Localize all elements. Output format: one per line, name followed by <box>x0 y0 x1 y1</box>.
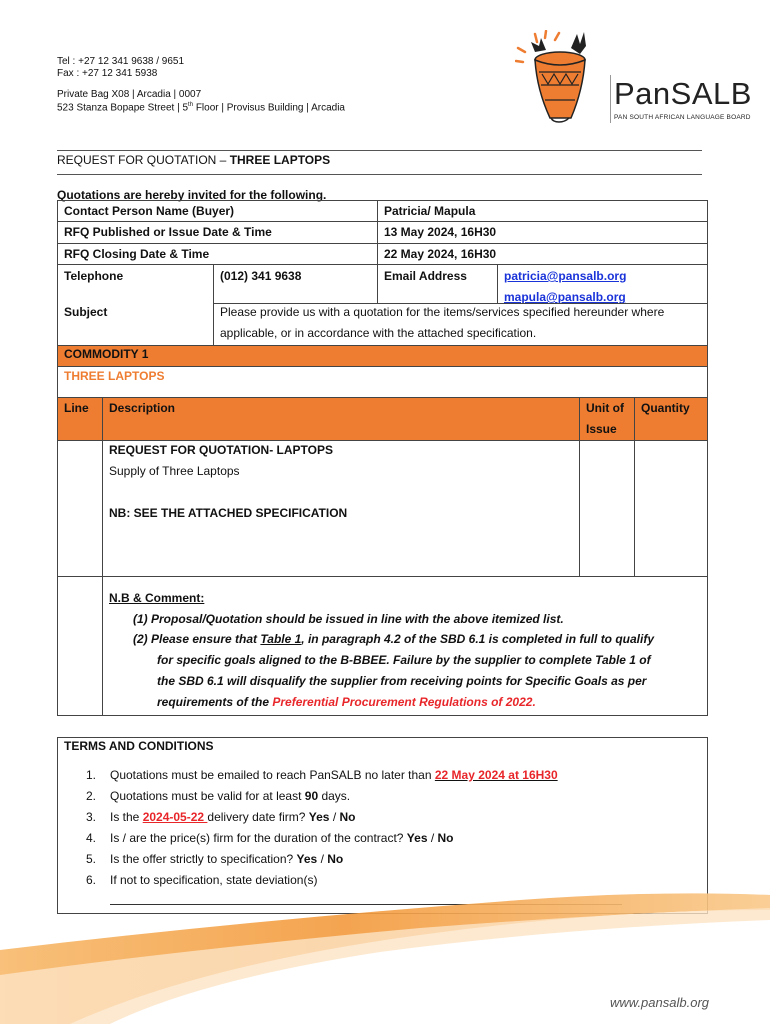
no-option: No <box>437 831 454 845</box>
term-2 <box>110 789 350 803</box>
logo-divider <box>610 75 611 123</box>
table-1-reference: Table 1 <box>260 632 302 646</box>
pansalb-logo <box>515 30 755 125</box>
yes-option: Yes <box>296 852 318 866</box>
page-title <box>57 153 330 167</box>
term-4-number: 4. <box>86 831 97 845</box>
col-unit-label-1: Unit of <box>586 401 624 415</box>
yes-option: Yes <box>406 831 428 845</box>
term-2-number: 2. <box>86 789 97 803</box>
logo-tagline: PAN SOUTH AFRICAN LANGUAGE BOARD <box>614 114 751 121</box>
term-text: Is the offer strictly to specification? <box>110 852 297 866</box>
item-note: NB: SEE THE ATTACHED SPECIFICATION <box>109 506 348 520</box>
closing-value: 22 May 2024, 16H30 <box>384 247 497 261</box>
header-address-1: Private Bag X08 | Arcadia | 0007 <box>57 89 202 100</box>
col-quantity-label: Quantity <box>641 401 690 415</box>
nb-heading: N.B & Comment: <box>109 591 205 605</box>
contact-value: Patricia/ Mapula <box>384 204 476 218</box>
yes-option: Yes <box>308 810 330 824</box>
item-title: REQUEST FOR QUOTATION- LAPTOPS <box>109 443 334 457</box>
address-part: Floor | Provisus Building | Arcadia <box>193 102 345 114</box>
term-1-number: 1. <box>86 768 97 782</box>
col-line-label: Line <box>64 401 89 415</box>
website-text: www.pansalb.org <box>610 995 709 1010</box>
subject-line-1: Please provide us with a quotation for the items/services specified hereunder where <box>220 305 665 319</box>
term-text: days. <box>318 789 351 803</box>
nb-text: , in paragraph 4.2 of the SBD 6.1 is completed in full to qualify <box>301 632 655 646</box>
closing-deadline: 22 May 2024 at 16H30 <box>434 768 558 782</box>
nb-item-2-line-1 <box>133 632 654 646</box>
logo-name: PanSALB <box>614 76 752 111</box>
header-address-2 <box>57 100 345 113</box>
item-line-cell <box>57 440 103 577</box>
term-6-number: 6. <box>86 873 97 887</box>
delivery-date: 2024-05-22 <box>142 810 208 824</box>
nb-text: (2) Please ensure that <box>133 632 261 646</box>
term-6: If not to specification, state deviation(s) <box>110 873 318 887</box>
item-unit-cell <box>579 440 635 577</box>
item-quantity-cell <box>634 440 708 577</box>
term-text: Quotations must be emailed to reach PanSALB no later than <box>110 768 435 782</box>
term-3-number: 3. <box>86 810 97 824</box>
nb-item-1: (1) Proposal/Quotation should be issued in line with the above itemized list. <box>133 612 564 626</box>
option-separator: / <box>329 810 340 824</box>
email-link-patricia[interactable]: patricia@pansalb.org <box>504 269 627 283</box>
term-text: delivery date firm? <box>207 810 309 824</box>
subject-label: Subject <box>64 305 108 319</box>
nb-item-2-line-4 <box>157 695 536 709</box>
header-tel: Tel : +27 12 341 9638 / 9651 <box>57 56 185 67</box>
regulations-reference: Preferential Procurement Regulations of 2022. <box>272 695 536 709</box>
nb-line-cell <box>57 576 103 716</box>
no-option: No <box>339 810 356 824</box>
closing-label: RFQ Closing Date & Time <box>64 247 210 261</box>
term-5-number: 5. <box>86 852 97 866</box>
email-label: Email Address <box>384 269 467 283</box>
nb-item-2-line-2: for specific goals aligned to the B-BBEE. Failure by the supplier to complete Table 1 of <box>157 653 651 667</box>
term-5 <box>110 852 343 866</box>
term-3 <box>110 810 356 824</box>
nb-text: requirements of the <box>157 695 273 709</box>
no-option: No <box>327 852 344 866</box>
item-description: Supply of Three Laptops <box>109 464 240 478</box>
address-part: 523 Stanza Bopape Street | 5 <box>57 102 189 114</box>
title-bold: THREE LAPTOPS <box>229 153 331 167</box>
term-text: Quotations must be valid for at least <box>110 789 305 803</box>
published-label: RFQ Published or Issue Date & Time <box>64 225 272 239</box>
term-1 <box>110 768 558 782</box>
subject-line-2: applicable, or in accordance with the attached specification. <box>220 326 537 340</box>
telephone-value: (012) 341 9638 <box>220 269 302 283</box>
drum-icon <box>515 30 615 125</box>
terms-heading: TERMS AND CONDITIONS <box>64 739 214 753</box>
option-separator: / <box>317 852 328 866</box>
col-description-label: Description <box>109 401 176 415</box>
option-separator: / <box>427 831 438 845</box>
commodity-heading: COMMODITY 1 <box>64 347 149 361</box>
commodity-heading-row <box>57 345 708 367</box>
header-fax: Fax : +27 12 341 5938 <box>57 68 158 79</box>
email-link-mapula[interactable]: mapula@pansalb.org <box>504 290 626 304</box>
title-rule-bottom <box>57 174 702 175</box>
validity-days: 90 <box>304 789 319 803</box>
nb-item-2-line-3: the SBD 6.1 will disqualify the supplier from receiving points for Specific Goals as per <box>157 674 647 688</box>
title-prefix: REQUEST FOR QUOTATION – <box>57 153 230 167</box>
term-4 <box>110 831 454 845</box>
term-text: Is / are the price(s) firm for the duration of the contract? <box>110 831 407 845</box>
published-value: 13 May 2024, 16H30 <box>384 225 497 239</box>
address-sup: th <box>188 102 194 108</box>
commodity-name: THREE LAPTOPS <box>64 369 165 383</box>
term-text: Is the <box>110 810 143 824</box>
col-unit-label-2: Issue <box>586 422 617 436</box>
contact-label: Contact Person Name (Buyer) <box>64 204 235 218</box>
title-rule-top <box>57 150 702 151</box>
intro-text: Quotations are hereby invited for the following. <box>57 188 327 202</box>
telephone-label: Telephone <box>64 269 124 283</box>
